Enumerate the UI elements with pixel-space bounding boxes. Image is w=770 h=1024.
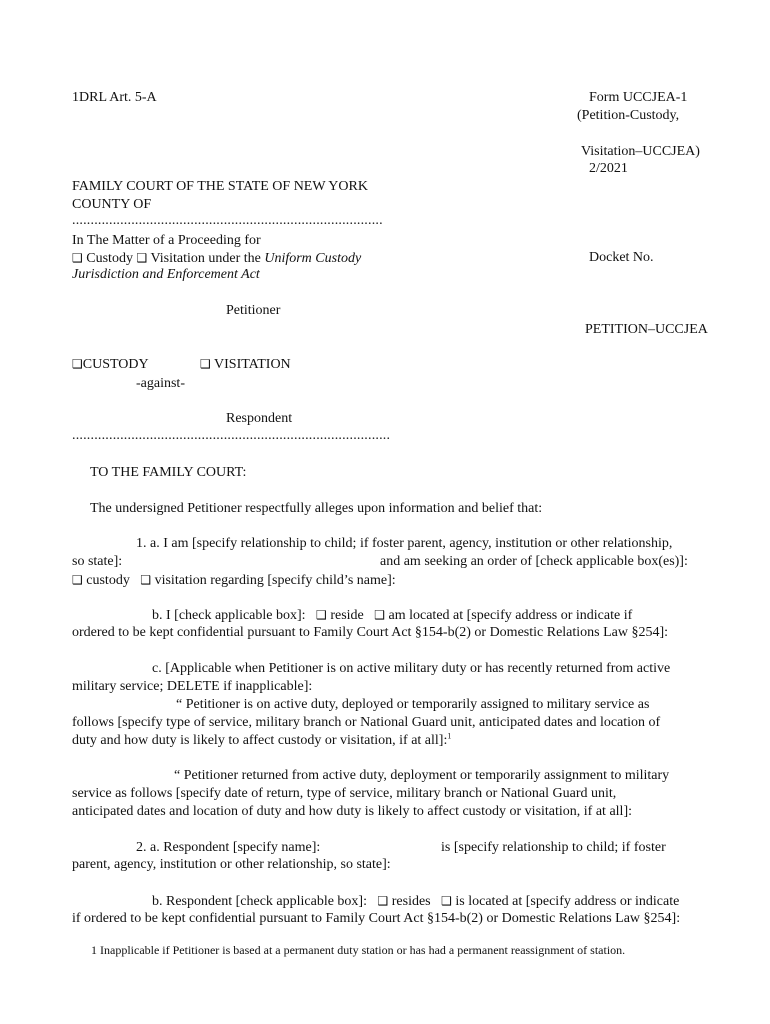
form-sub: Visitation–UCCJEA) <box>581 144 700 159</box>
form-paren: (Petition-Custody, <box>577 108 680 123</box>
para-1c-item1-line2: follows [specify type of service, military branch or National Guard unit, anticipated dates and location of <box>72 715 661 730</box>
para-1b-line1 <box>152 606 632 625</box>
para-1c-line2: military service; DELETE if inapplicable]: <box>72 679 313 694</box>
act-name-part2: Jurisdiction and Enforcement Act <box>72 267 260 282</box>
checkbox-icon[interactable]: ❑ <box>200 357 211 371</box>
petition-title: PETITION–UCCJEA <box>585 322 708 337</box>
visitation-option <box>200 355 291 374</box>
checkbox-icon[interactable]: ❑ <box>377 894 389 908</box>
para-1c-item2-line1: “ Petitioner returned from active duty, deployment or temporarily assignment to military <box>174 768 670 783</box>
para-1a-line2b: and am seeking an order of [check applicable box(es)]: <box>380 554 688 569</box>
para-2b-lead: b. Respondent [check applicable box]: <box>152 894 367 909</box>
visitation-under-label: Visitation under the <box>150 251 261 266</box>
para-1b-lead: b. I [check applicable box]: <box>152 608 306 623</box>
dotted-rule: .................................................................................... <box>72 213 383 228</box>
form-date: 2/2021 <box>589 161 628 176</box>
para-2a-line2: parent, agency, institution or other relationship, so state]: <box>72 857 391 872</box>
para-1c-item2-line2: service as follows [specify date of return, type of service, military branch or National Guard unit, <box>72 786 617 801</box>
intro-paragraph: The undersigned Petitioner respectfully alleges upon information and belief that: <box>90 501 543 516</box>
dotted-rule: ...................................................................................... <box>72 428 391 443</box>
para-1c-item1-text: duty and how duty is likely to affect custody or visitation, if at all]: <box>72 733 448 748</box>
para-1c-item1-line1: “ Petitioner is on active duty, deployed or temporarily assigned to military service as <box>176 697 650 712</box>
checkbox-icon[interactable]: ❑ <box>374 608 386 622</box>
checkbox-icon[interactable]: ❑ <box>72 573 83 587</box>
checkbox-icon[interactable]: ❑ <box>136 251 148 265</box>
is-located-label: is located at [specify address or indicate <box>455 894 680 909</box>
footnote-marker: 1 <box>447 731 452 741</box>
para-2b-line2: if ordered to be kept confidential pursuant to Family Court Act §154-b(2) or Domestic Relations Law §254]: <box>72 911 681 926</box>
visitation-caps-label: VISITATION <box>214 357 291 372</box>
visitation-option-label: visitation regarding [specify child’s name]: <box>154 573 396 588</box>
act-name-part1: Uniform Custody <box>264 251 362 266</box>
para-1a-line1: 1. a. I am [specify relationship to child; if foster parent, agency, institution or other relationship, <box>136 536 673 551</box>
custody-option-label: custody <box>86 573 130 588</box>
to-court-heading: TO THE FAMILY COURT: <box>90 465 247 480</box>
custody-label: Custody <box>86 251 133 266</box>
custody-caps-label: CUSTODY <box>82 357 149 372</box>
against-label: -against- <box>136 376 185 391</box>
resides-label: resides <box>391 894 431 909</box>
reside-label: reside <box>330 608 364 623</box>
form-id: Form UCCJEA-1 <box>589 90 688 105</box>
para-1a-options <box>72 571 396 590</box>
para-1c-line1: c. [Applicable when Petitioner is on active military duty or has recently returned from active <box>152 661 671 676</box>
form-citation: 1DRL Art. 5-A <box>72 90 157 105</box>
checkbox-icon[interactable]: ❑ <box>72 357 83 371</box>
county-label: COUNTY OF <box>72 197 152 212</box>
para-2b-line1 <box>152 892 679 911</box>
custody-option <box>72 355 149 374</box>
para-1b-line2: ordered to be kept confidential pursuant to Family Court Act §154-b(2) or Domestic Relations Law §254]: <box>72 625 669 640</box>
checkbox-icon[interactable]: ❑ <box>72 251 83 265</box>
located-label: am located at [specify address or indicate if <box>388 608 633 623</box>
checkbox-icon[interactable]: ❑ <box>441 894 452 908</box>
docket-label: Docket No. <box>589 250 654 265</box>
para-2a-line1a: 2. a. Respondent [specify name]: <box>136 840 321 855</box>
para-1c-item2-line3: anticipated dates and location of duty and how duty is likely to affect custody or visitation, if at all]: <box>72 804 632 819</box>
footnote: 1 Inapplicable if Petitioner is based at a permanent duty station or has had a permanent reassignment of station. <box>91 943 626 957</box>
matter-line: In The Matter of a Proceeding for <box>72 233 261 248</box>
court-name: FAMILY COURT OF THE STATE OF NEW YORK <box>72 179 368 194</box>
checkbox-icon[interactable]: ❑ <box>140 573 152 587</box>
checkbox-icon[interactable]: ❑ <box>316 608 327 622</box>
para-2a-line1b: is [specify relationship to child; if foster <box>441 840 666 855</box>
para-1a-line2a: so state]: <box>72 554 123 569</box>
para-1c-item1-line3 <box>72 732 451 750</box>
respondent-label: Respondent <box>226 411 293 426</box>
petitioner-label: Petitioner <box>226 303 281 318</box>
